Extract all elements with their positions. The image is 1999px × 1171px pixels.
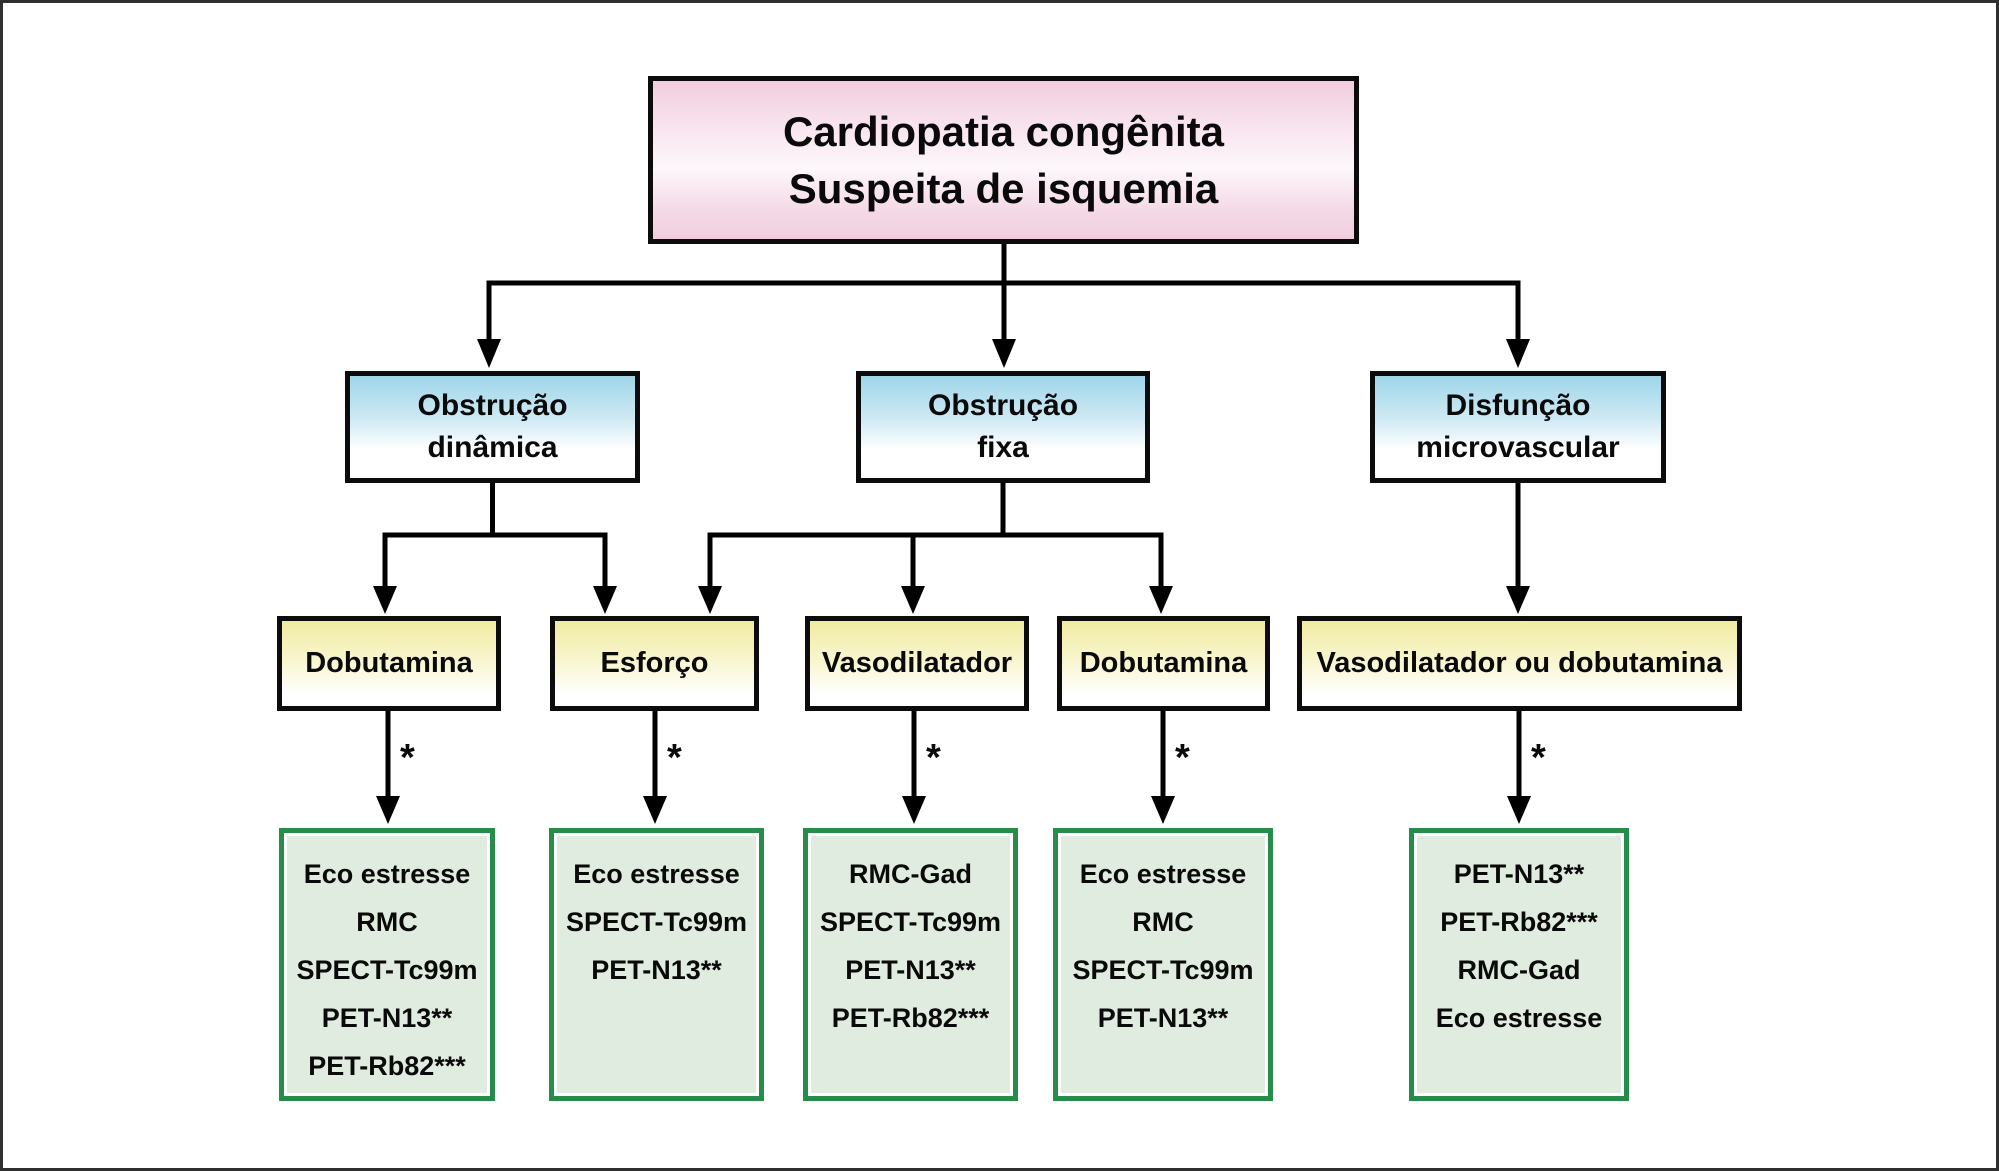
imaging-item: PET-N13**	[1453, 859, 1585, 889]
imaging-item: Eco estresse	[573, 859, 740, 889]
node-dobutamine-2	[1057, 616, 1270, 711]
arrowhead-icon	[1506, 339, 1530, 368]
imaging-item: PET-Rb82***	[308, 1051, 466, 1081]
branch-line-1: Obstrução	[927, 389, 1079, 422]
asterisk-note: *	[667, 737, 682, 779]
node-congenital-heart-disease	[648, 76, 1359, 244]
imaging-item: Eco estresse	[1079, 859, 1247, 889]
node-vasodilator-or-dobutamine	[1297, 616, 1742, 711]
asterisk-note: *	[926, 737, 941, 779]
arrowhead-icon	[376, 796, 400, 824]
node-exercise	[550, 616, 759, 711]
panel-imaging-vasodilator-or-dobutamine	[1409, 828, 1629, 1101]
arrowhead-icon	[1151, 796, 1175, 824]
imaging-item: SPECT-Tc99m	[296, 955, 478, 985]
arrowhead-icon	[992, 339, 1016, 368]
root-line-2: Suspeita de isquemia	[788, 165, 1219, 212]
node-microvascular-dysfunction	[1370, 371, 1666, 483]
panel-imaging-exercise	[549, 828, 764, 1101]
stress-label: Esforço	[600, 647, 709, 679]
arrowhead-icon	[902, 796, 926, 824]
node-fixed-obstruction	[856, 371, 1150, 483]
branch-line-1: Disfunção	[1445, 389, 1591, 422]
arrowhead-icon	[1149, 586, 1173, 614]
imaging-item: SPECT-Tc99m	[565, 907, 748, 937]
asterisk-note: *	[400, 737, 415, 779]
stress-label: Dobutamina	[305, 647, 473, 679]
imaging-item: PET-N13**	[591, 955, 722, 985]
imaging-item: Eco estresse	[1435, 1003, 1603, 1033]
panel-imaging-dobutamine-1	[279, 828, 495, 1101]
imaging-item: RMC	[356, 907, 418, 937]
arrowhead-icon	[477, 339, 501, 368]
stress-label: Vasodilatador	[821, 647, 1013, 679]
imaging-item: PET-N13**	[321, 1003, 453, 1033]
node-dobutamine-1	[277, 616, 501, 711]
arrowhead-icon	[643, 796, 667, 824]
imaging-item: SPECT-Tc99m	[819, 907, 1002, 937]
imaging-item: Eco estresse	[303, 859, 471, 889]
arrowhead-icon	[1506, 586, 1530, 614]
node-vasodilator	[805, 616, 1029, 711]
branch-line-1: Obstrução	[417, 389, 568, 422]
branch-line-2: fixa	[977, 431, 1029, 464]
arrowhead-icon	[698, 586, 722, 614]
imaging-item: PET-Rb82***	[1440, 907, 1598, 937]
arrowhead-icon	[1507, 796, 1531, 824]
panel-imaging-dobutamine-2	[1053, 828, 1273, 1101]
imaging-item: PET-N13**	[1097, 1003, 1229, 1033]
stress-label: Dobutamina	[1079, 647, 1248, 679]
asterisk-note: *	[1531, 737, 1546, 779]
stress-label: Vasodilatador ou dobutamina	[1316, 647, 1723, 679]
root-line-1: Cardiopatia congênita	[782, 108, 1225, 155]
imaging-item: PET-Rb82***	[831, 1003, 990, 1033]
branch-line-2: dinâmica	[427, 431, 558, 464]
node-dynamic-obstruction	[345, 371, 640, 483]
panel-imaging-vasodilator	[803, 828, 1018, 1101]
arrowhead-icon	[373, 586, 397, 614]
branch-line-2: microvascular	[1416, 431, 1620, 464]
asterisk-note: *	[1175, 737, 1190, 779]
arrowhead-icon	[901, 586, 925, 614]
imaging-item: RMC-Gad	[849, 859, 972, 889]
imaging-item: RMC	[1132, 907, 1194, 937]
arrowhead-icon	[593, 586, 617, 614]
connector-strokes	[385, 242, 1519, 798]
imaging-item: PET-N13**	[845, 955, 976, 985]
imaging-item: SPECT-Tc99m	[1072, 955, 1254, 985]
imaging-item: RMC-Gad	[1457, 955, 1581, 985]
